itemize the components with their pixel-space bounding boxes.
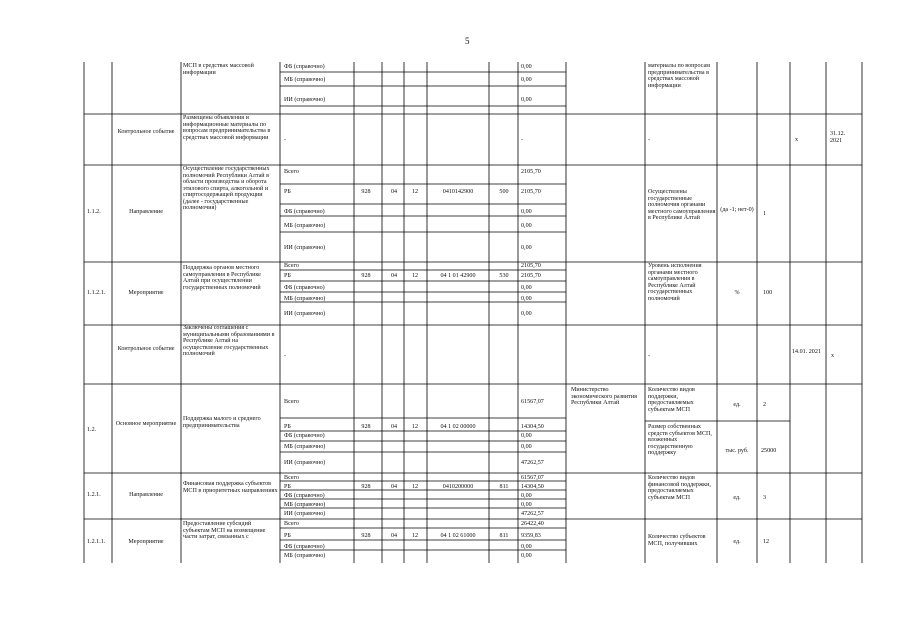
ce2-dash-2: -: [648, 353, 651, 359]
r1211-rb-pr: 12: [411, 533, 419, 539]
r1121-type: Мероприятие: [128, 290, 164, 296]
r1211-type: Мероприятие: [128, 539, 164, 545]
r1211-description: Предоставление субсидий субъектам МСП на возмещение части затрат, связанных с: [183, 521, 266, 541]
r1121-rb-pr: 12: [411, 273, 419, 279]
ce1-date: 31.12. 2021: [830, 131, 846, 144]
r1121-value: 100: [763, 290, 773, 296]
r121-rb-vr: 811: [499, 484, 509, 490]
r12-ii-amount: 47262,57: [521, 460, 544, 466]
r112-indicator: Осуществлены государственные полномочия органами местного самоуправления в Республике Алтай: [648, 189, 716, 222]
r1211-total-label: Всего: [284, 521, 299, 527]
r1121-unit: %: [734, 290, 740, 296]
r1211-mb-amount: 0,00: [521, 553, 532, 559]
r112-total-label: Всего: [284, 169, 299, 175]
r1211-rb-vr: 811: [499, 533, 509, 539]
r12-rb-gr: 928: [361, 424, 371, 430]
r121-ii-amount: 47262,57: [521, 511, 544, 517]
r121-value: 3: [763, 495, 767, 501]
r12-value-2: 25000: [761, 448, 777, 454]
r12-mb-amount: 0,00: [521, 444, 532, 450]
r1211-total-amount: 26422,40: [521, 521, 544, 527]
r112-mb-amount: 0,00: [521, 223, 532, 229]
r1211-fb-amount: 0,00: [521, 544, 532, 550]
ce1-dash-3: -: [648, 137, 651, 143]
r112-fb-amount: 0,00: [521, 209, 532, 215]
page-number: 5: [465, 36, 470, 46]
r121-mb-amount: 0,00: [521, 502, 532, 508]
r112-rb-pr: 12: [411, 189, 419, 195]
r112-value: 1: [763, 211, 767, 217]
r121-rb-amount: 14304,50: [521, 484, 544, 490]
r1211-indicator: Количество субъектов МСП, получивших: [648, 534, 706, 547]
ce2-mark: х: [831, 353, 835, 359]
r1121-rb-amount: 2105,70: [521, 273, 541, 279]
r1121-rb-rz: 04: [390, 273, 398, 279]
r112-rb-label: РБ: [284, 189, 291, 195]
r1121-mb-amount: 0,00: [521, 296, 532, 302]
top-indicator: материалы по вопросам предпринимательства в средствах массовой информации: [648, 63, 711, 89]
r112-rb-gr: 928: [361, 189, 371, 195]
r1121-ii-label: ИИ (справочно): [284, 311, 326, 317]
r112-ii-amount: 0,00: [521, 245, 532, 251]
r121-total-label: Всего: [284, 475, 299, 481]
r12-ii-label: ИИ (справочно): [284, 460, 326, 466]
r112-rb-rz: 04: [390, 189, 398, 195]
r112-mb-label: МБ (справочно): [284, 223, 326, 229]
ce1-description: Размещены объявления и информационные материалы по вопросам предпринимательства в средствах массовой информации: [183, 115, 271, 141]
r12-rb-pr: 12: [411, 424, 419, 430]
r112-description: Осуществление государственных полномочий Республики Алтай в области производства и оборота этилового спирта, алкогольной и спиртосодержащей продукции (далее - государственные полномочия): [183, 166, 270, 212]
r1121-rb-csr: 04 1 01 42900: [440, 273, 476, 279]
r1211-rb-gr: 928: [361, 533, 371, 539]
r112-code: 1.1.2.: [87, 209, 101, 215]
r1121-rb-vr: 530: [499, 273, 509, 279]
r12-mb-label: МБ (справочно): [284, 444, 326, 450]
top-ii-amount: 0,00: [521, 97, 532, 103]
r1211-rb-label: РБ: [284, 533, 291, 539]
r1211-mb-label: МБ (справочно): [284, 553, 326, 559]
ce1-type: Контрольное событие: [117, 129, 175, 135]
r1211-value: 12: [763, 539, 770, 545]
ce2-date: 14.01. 2021: [792, 349, 821, 355]
r1121-rb-label: РБ: [284, 273, 291, 279]
r1211-rb-csr: 04 1 02 61000: [440, 533, 476, 539]
r121-rb-csr: 0410200000: [442, 484, 474, 490]
r1121-total-label: Всего: [284, 263, 299, 269]
r112-fb-label: ФБ (справочно): [284, 209, 325, 215]
r1121-rb-gr: 928: [361, 273, 371, 279]
r121-description: Финансовая поддержка субъектов МСП в приоритетных направлениях: [183, 481, 278, 494]
r12-total-label: Всего: [284, 399, 299, 405]
top-description: МСП в средствах массовой информации: [183, 63, 254, 76]
r12-value-1: 2: [763, 402, 767, 408]
ce1-mark: х: [795, 137, 799, 143]
r112-rb-csr: 0410142900: [442, 189, 474, 195]
r12-rb-amount: 14304,50: [521, 424, 544, 430]
r12-indicator-1: Количество видов поддержки, предоставляемых субъектам МСП: [648, 387, 695, 413]
r1121-fb-label: ФБ (справочно): [284, 285, 325, 291]
r12-description: Поддержка малого и среднего предпринимательства: [183, 416, 261, 429]
r12-rb-rz: 04: [390, 424, 398, 430]
r112-unit: (да -1; нет-0): [720, 207, 754, 213]
r1121-fb-amount: 0,00: [521, 285, 532, 291]
r1121-code: 1.1.2.1.: [87, 290, 106, 296]
top-ii-label: ИИ (справочно): [284, 97, 326, 103]
r1121-description: Поддержка органов местного самоуправления в Республике Алтай при осуществлении государственных полномочий: [183, 265, 261, 291]
r121-code: 1.2.1.: [87, 492, 101, 498]
r1121-indicator: Уровень исполнения органами местного самоуправления в Республике Алтай государственных полномочий: [648, 263, 702, 302]
r121-mb-label: МБ (справочно): [284, 502, 326, 508]
top-mb-label: МБ (справочно): [284, 77, 326, 83]
r12-unit-1: ед.: [733, 402, 741, 408]
r1211-fb-label: ФБ (справочно): [284, 544, 325, 550]
r12-rb-label: РБ: [284, 424, 291, 430]
r1211-code: 1.2.1.1.: [87, 539, 106, 545]
r1121-mb-label: МБ (справочно): [284, 296, 326, 302]
r121-type: Направление: [129, 492, 163, 498]
r121-ii-label: ИИ (справочно): [284, 511, 326, 517]
r121-unit: ед.: [733, 495, 741, 501]
r12-indicator-2: Размер собственных средств субъектов МСП, вложенных государственную поддержку: [648, 424, 712, 457]
top-mb-amount: 0,00: [521, 77, 532, 83]
r121-rb-gr: 928: [361, 484, 371, 490]
r12-executor: Министерство экономического развития Республики Алтай: [571, 387, 637, 407]
r12-fb-label: ФБ (справочно): [284, 433, 325, 439]
r121-rb-label: РБ: [284, 484, 291, 490]
r112-rb-vr: 500: [499, 189, 509, 195]
top-fb-label: ФБ (справочно): [284, 64, 325, 70]
r121-rb-pr: 12: [411, 484, 419, 490]
ce2-dash-1: -: [284, 353, 287, 359]
ce1-dash-1: -: [284, 137, 287, 143]
r121-fb-amount: 0,00: [521, 493, 532, 499]
r12-rb-csr: 04 1 02 00000: [440, 424, 476, 430]
ce1-dash-2: -: [521, 137, 524, 143]
r1211-rb-amount: 9359,83: [521, 533, 541, 539]
r12-type: Основное мероприятие: [115, 421, 177, 427]
r112-type: Направление: [129, 209, 163, 215]
r12-unit-2: тыс. руб.: [725, 448, 749, 454]
r1121-ii-amount: 0,00: [521, 311, 532, 317]
r121-total-amount: 61567,07: [521, 475, 544, 481]
r12-code: 1.2.: [87, 427, 97, 433]
r121-indicator: Количество видов финансовой поддержки, предоставляемых субъектам МСП: [648, 475, 711, 501]
r1211-unit: ед.: [733, 539, 741, 545]
r112-ii-label: ИИ (справочно): [284, 245, 326, 251]
r121-fb-label: ФБ (справочно): [284, 493, 325, 499]
r1121-total-amount: 2105,70: [521, 263, 541, 269]
r112-rb-amount: 2105,70: [521, 189, 541, 195]
r112-total-amount: 2105,70: [521, 169, 541, 175]
ce2-type: Контрольное событие: [117, 346, 175, 352]
r121-rb-rz: 04: [390, 484, 398, 490]
top-fb-amount: 0,00: [521, 64, 532, 70]
r12-total-amount: 61567,07: [521, 399, 544, 405]
r1211-rb-rz: 04: [390, 533, 398, 539]
ce2-description: Заключены соглашения с муниципальными образованиями в Республике Алтай на осуществление государственных полномочий: [183, 325, 275, 358]
r12-fb-amount: 0,00: [521, 433, 532, 439]
